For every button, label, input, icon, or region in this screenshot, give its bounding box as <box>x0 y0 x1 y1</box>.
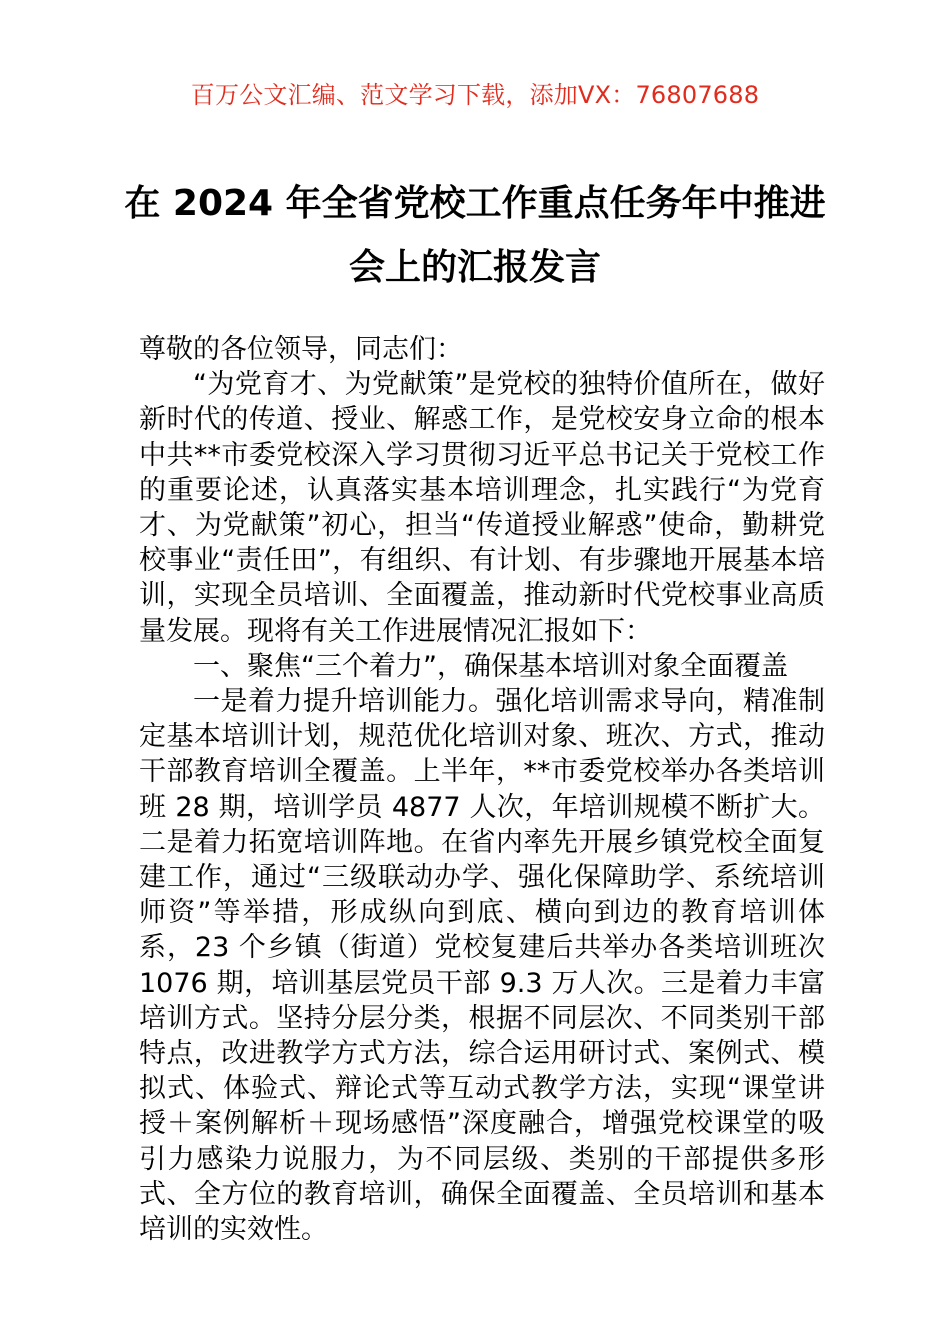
page-title <box>120 172 830 300</box>
body-paragraph-1: “为党育才、为党献策”是党校的独特价值所在，做好新时代的传道、授业、解惑工作，是党校安身立命的根本中共**市委党校深入学习贯彻习近平总书记关于党校工作的重要论述，认真落实基本培训理念，扎实践行“为党育才、为党献策”初心，担当“传道授业解惑”使命，勤耕党校事业“责任田”，有组织、有计划、有步骤地开展基本培训，实现全员培训、全面覆盖，推动新时代党校事业高质量发展。现将有关工作进展情况汇报如下： <box>139 369 825 647</box>
body-paragraph-2: 一是着力提升培训能力。强化培训需求导向，精准制定基本培训计划，规范优化培训对象、班次、方式，推动干部教育培训全覆盖。上半年，**市委党校举办各类培训班 28 期，培训学员 4877 人次，年培训规模不断扩大。二是着力拓宽培训阵地。在省内率先开展乡镇党校全面复建工作，通过“三级联动办学、强化保障助学、系统培训师资”等举措，形成纵向到底、横向到边的教育培训体系，23 个乡镇（街道）党校复建后共举办各类培训班次 1076 期，培训基层党员干部 9.3 万人次。三是着力丰富培训方式。坚持分层分类，根据不同层次、不同类别干部特点，改进教学方式方法，综合运用研讨式、案例式、模拟式、体验式、辩论式等互动式教学方法，实现“课堂讲授＋案例解析＋现场感悟”深度融合，增强党校课堂的吸引力感染力说服力，为不同层级、类别的干部提供多形式、全方位的教育培训，确保全面覆盖、全员培训和基本培训的实效性。 <box>139 686 825 1246</box>
salutation-line: 尊敬的各位领导，同志们： <box>139 334 463 365</box>
document-body <box>139 332 825 1247</box>
promo-watermark-header: 百万公文汇编、范文学习下载，添加VX：76807688 <box>190 81 760 109</box>
section-heading-1: 一、聚焦“三个着力”，确保基本培训对象全面覆盖 <box>193 650 788 682</box>
page-title-line-1: 在 2024 年全省党校工作重点任务年中推进 <box>124 183 826 224</box>
page-title-line-2: 会上的汇报发言 <box>348 247 601 288</box>
